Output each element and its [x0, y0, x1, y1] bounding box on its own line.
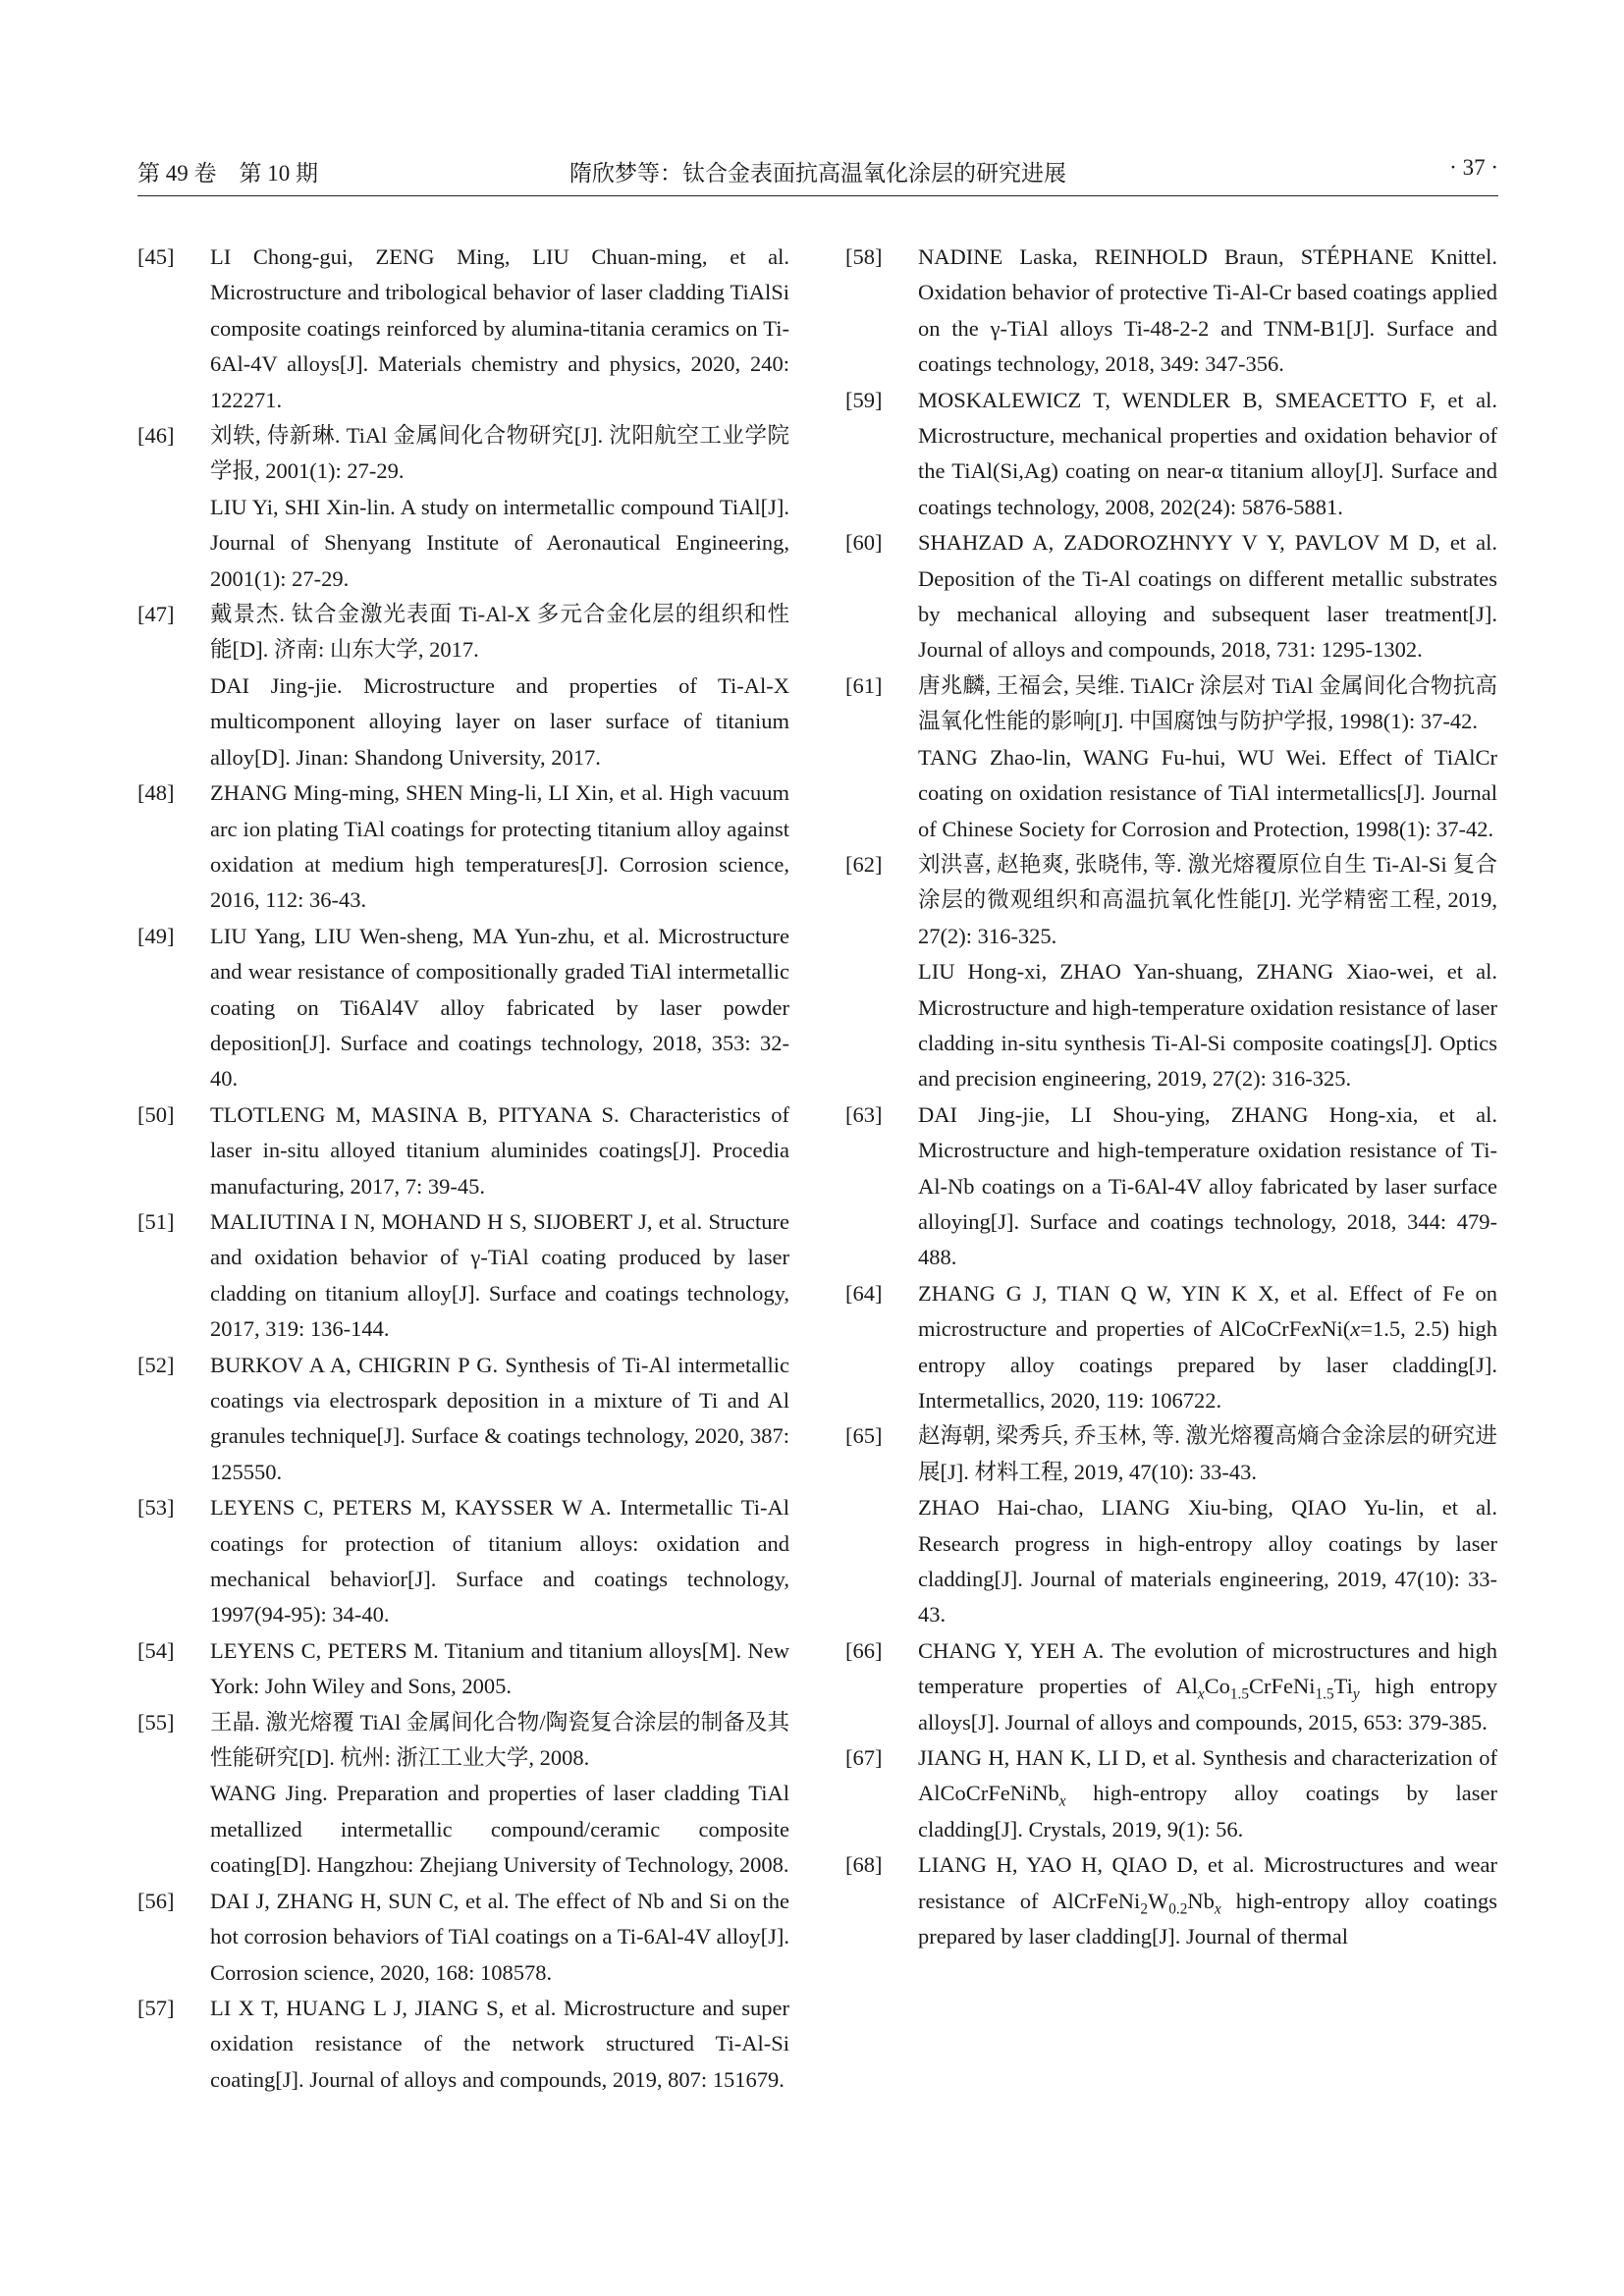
reference-text: LIU Yang, LIU Wen-sheng, MA Yun-zhu, et al. Microstructure and wear resistance of compositionally graded TiAl intermetallic coating on Ti6Al4V alloy fabricated by laser powder deposition[J]. Surface and coatings technology, 2018, 353: 32-40.: [210, 923, 789, 1092]
volume-issue: 第 49 卷 第 10 期: [137, 161, 318, 186]
reference-column-left: [137, 240, 789, 2098]
reference-text: 刘轶, 侍新琳. TiAl 金属间化合物研究[J]. 沈阳航空工业学院学报, 2001(1): 27-29.: [210, 423, 789, 484]
reference-number: [59]: [845, 387, 883, 412]
reference-number: [54]: [137, 1637, 175, 1663]
reference-item: [137, 597, 789, 775]
reference-text: LI X T, HUANG L J, JIANG S, et al. Microstructure and super oxidation resistance of the network structured Ti-Al-Si coating[J]. Journal of alloys and compounds, 2019, 807: 151679.: [210, 1995, 789, 2092]
reference-translation: LIU Hong-xi, ZHAO Yan-shuang, ZHANG Xiao-wei, et al. Microstructure and high-temperature oxidation resistance of laser cladding in-situ synthesis Ti-Al-Si composite coatings[J]. Optics and precision engineering, 2019, 27(2): 316-325.: [918, 959, 1497, 1092]
reference-number: [61]: [845, 672, 883, 698]
reference-number: [50]: [137, 1101, 175, 1127]
reference-number: [52]: [137, 1352, 175, 1377]
reference-column-right: [845, 240, 1497, 1955]
reference-item: [845, 240, 1497, 383]
reference-item: [137, 775, 789, 919]
reference-text: 唐兆麟, 王福会, 吴维. TiAlCr 涂层对 TiAl 金属间化合物抗高温氧化性能的影响[J]. 中国腐蚀与防护学报, 1998(1): 37-42.: [918, 672, 1497, 734]
reference-text: 戴景杰. 钛合金激光表面 Ti-Al-X 多元合金化层的组织和性能[D]. 济南: 山东大学, 2017.: [210, 602, 789, 663]
reference-text: SHAHZAD A, ZADOROZHNYY V Y, PAVLOV M D, et al. Deposition of the Ti-Al coatings on different metallic substrates by mechanical alloying and subsequent laser treatment[J]. Journal of alloys and compounds, 2018, 731: 1295-1302.: [918, 530, 1497, 663]
reference-text: BURKOV A A, CHIGRIN P G. Synthesis of Ti-Al intermetallic coatings via electrospark deposition in a mixture of Ti and Al granules technique[J]. Surface & coatings technology, 2020, 387: 125550.: [210, 1352, 789, 1484]
reference-number: [51]: [137, 1208, 175, 1234]
reference-item: [137, 1097, 789, 1204]
reference-item: [137, 1633, 789, 1705]
reference-number: [49]: [137, 923, 175, 948]
reference-item: [845, 525, 1497, 668]
reference-item: [845, 668, 1497, 847]
reference-text: ZHANG Ming-ming, SHEN Ming-li, LI Xin, et al. High vacuum arc ion plating TiAl coatings for protecting titanium alloy against oxidation at medium high temperatures[J]. Corrosion science, 2016, 112: 36-43.: [210, 780, 789, 913]
reference-number: [47]: [137, 602, 175, 627]
header-rule: [137, 195, 1498, 196]
reference-number: [58]: [845, 244, 883, 269]
reference-item: [137, 240, 789, 418]
reference-item: [845, 1633, 1497, 1740]
reference-item: [137, 919, 789, 1097]
reference-text: ZHANG G J, TIAN Q W, YIN K X, et al. Effect of Fe on microstructure and properties of AlCoCrFexNi(x=1.5, 2.5) high entropy alloy coatings prepared by laser cladding[J]. Intermetallics, 2020, 119: 106722.: [918, 1280, 1497, 1413]
reference-text: TLOTLENG M, MASINA B, PITYANA S. Characteristics of laser in-situ alloyed titanium aluminides coatings[J]. Procedia manufacturing, 2017, 7: 39-45.: [210, 1101, 789, 1199]
running-title: 隋欣梦等：钛合金表面抗高温氧化涂层的研究进展: [569, 161, 1066, 186]
reference-text: DAI J, ZHANG H, SUN C, et al. The effect of Nb and Si on the hot corrosion behaviors of TiAl coatings on a Ti-6Al-4V alloy[J]. Corrosion science, 2020, 168: 108578.: [210, 1888, 789, 1985]
reference-item: [137, 1991, 789, 2098]
running-header: [137, 155, 1498, 194]
reference-translation: DAI Jing-jie. Microstructure and properties of Ti-Al-X multicomponent alloying layer on laser surface of titanium alloy[D]. Jinan: Shandong University, 2017.: [210, 672, 789, 770]
reference-number: [46]: [137, 423, 175, 449]
reference-item: [845, 1740, 1497, 1847]
reference-item: [845, 1847, 1497, 1954]
reference-text: JIANG H, HAN K, LI D, et al. Synthesis and characterization of AlCoCrFeNiNb$_x$ high-entropy alloy coatings by laser cladding[J]. Crystals, 2019, 9(1): 56.: [918, 1745, 1497, 1842]
reference-number: [65]: [845, 1423, 883, 1449]
reference-item: [845, 1418, 1497, 1632]
reference-number: [68]: [845, 1852, 883, 1878]
reference-translation: LIU Yi, SHI Xin-lin. A study on intermetallic compound TiAl[J]. Journal of Shenyang Institute of Aeronautical Engineering, 2001(1): 27-29.: [210, 494, 789, 591]
page-number: · 37 ·: [1449, 155, 1498, 180]
reference-item: [137, 1705, 789, 1884]
reference-text: LIANG H, YAO H, QIAO D, et al. Microstructures and wear resistance of $AlCrFeNi_2W_{0.2}Nb_x$ high-entropy alloy coatings prepared by laser cladding[J]. Journal of thermal: [918, 1852, 1497, 1949]
reference-translation: TANG Zhao-lin, WANG Fu-hui, WU Wei. Effect of TiAlCr coating on oxidation resistance of TiAl intermetallics[J]. Journal of Chinese Society for Corrosion and Protection, 1998(1): 37-42.: [918, 744, 1497, 841]
reference-item: [845, 383, 1497, 526]
reference-text: CHANG Y, YEH A. The evolution of microstructures and high temperature properties of $Al_xCo_{1.5}CrFeNi_{1.5}Ti_y$ high entropy alloys[J]. Journal of alloys and compounds, 2015, 653: 379-385.: [918, 1637, 1498, 1735]
reference-text: MALIUTINA I N, MOHAND H S, SIJOBERT J, et al. Structure and oxidation behavior of γ-TiAl coating produced by laser cladding on titanium alloy[J]. Surface and coatings technology, 2017, 319: 136-144.: [210, 1208, 789, 1342]
reference-item: [137, 418, 789, 597]
reference-text: LEYENS C, PETERS M, KAYSSER W A. Intermetallic Ti-Al coatings for protection of titanium alloys: oxidation and mechanical behavior[J]. Surface and coatings technology, 1997(94-95): 34-40.: [210, 1495, 789, 1628]
reference-text: LEYENS C, PETERS M. Titanium and titanium alloys[M]. New York: John Wiley and Sons, 2005.: [210, 1637, 789, 1699]
reference-number: [56]: [137, 1888, 175, 1913]
reference-text: NADINE Laska, REINHOLD Braun, STÉPHANE Knittel. Oxidation behavior of protective Ti-Al-Cr based coatings applied on the γ-TiAl alloys Ti-48-2-2 and TNM-B1[J]. Surface and coatings technology, 2018, 349: 347-356.: [918, 244, 1497, 377]
reference-number: [53]: [137, 1495, 175, 1521]
reference-text: 王晶. 激光熔覆 TiAl 金属间化合物/陶瓷复合涂层的制备及其性能研究[D]. 杭州: 浙江工业大学, 2008.: [210, 1709, 789, 1771]
reference-text: LI Chong-gui, ZENG Ming, LIU Chuan-ming, et al. Microstructure and tribological behavior of laser cladding TiAlSi composite coatings reinforced by alumina-titania ceramics on Ti-6Al-4V alloys[J]. Materials chemistry and physics, 2020, 240: 122271.: [210, 244, 789, 412]
reference-number: [62]: [845, 851, 883, 877]
reference-number: [60]: [845, 530, 883, 556]
reference-item: [137, 1348, 789, 1491]
reference-text: MOSKALEWICZ T, WENDLER B, SMEACETTO F, et al. Microstructure, mechanical properties and oxidation behavior of the TiAl(Si,Ag) coating on near-α titanium alloy[J]. Surface and coatings technology, 2008, 202(24): 5876-5881.: [918, 387, 1497, 519]
reference-item: [137, 1884, 789, 1991]
reference-text: 赵海朝, 梁秀兵, 乔玉林, 等. 激光熔覆高熵合金涂层的研究进展[J]. 材料工程, 2019, 47(10): 33-43.: [918, 1423, 1497, 1484]
reference-number: [67]: [845, 1745, 883, 1771]
reference-number: [55]: [137, 1709, 175, 1735]
reference-item: [845, 847, 1497, 1097]
reference-number: [64]: [845, 1280, 883, 1306]
reference-item: [845, 1097, 1497, 1276]
reference-text: DAI Jing-jie, LI Shou-ying, ZHANG Hong-xia, et al. Microstructure and high-temperature oxidation resistance of Ti-Al-Nb coatings on a Ti-6Al-4V alloy fabricated by laser surface alloying[J]. Surface and coatings technology, 2018, 344: 479-488.: [918, 1101, 1497, 1270]
reference-item: [845, 1276, 1497, 1419]
reference-number: [45]: [137, 244, 175, 269]
reference-translation: WANG Jing. Preparation and properties of laser cladding TiAl metallized intermetallic compound/ceramic composite coating[D]. Hangzhou: Zhejiang University of Technology, 2008.: [210, 1781, 789, 1878]
reference-number: [66]: [845, 1637, 883, 1663]
reference-translation: ZHAO Hai-chao, LIANG Xiu-bing, QIAO Yu-lin, et al. Research progress in high-entropy alloy coatings by laser cladding[J]. Journal of materials engineering, 2019, 47(10): 33-43.: [918, 1495, 1497, 1628]
reference-number: [48]: [137, 780, 175, 806]
reference-item: [137, 1204, 789, 1348]
reference-text: 刘洪喜, 赵艳爽, 张晓伟, 等. 激光熔覆原位自生 Ti-Al-Si 复合涂层的微观组织和高温抗氧化性能[J]. 光学精密工程, 2019, 27(2): 316-325.: [918, 851, 1497, 948]
reference-number: [63]: [845, 1101, 883, 1127]
reference-item: [137, 1490, 789, 1633]
reference-number: [57]: [137, 1995, 175, 2020]
